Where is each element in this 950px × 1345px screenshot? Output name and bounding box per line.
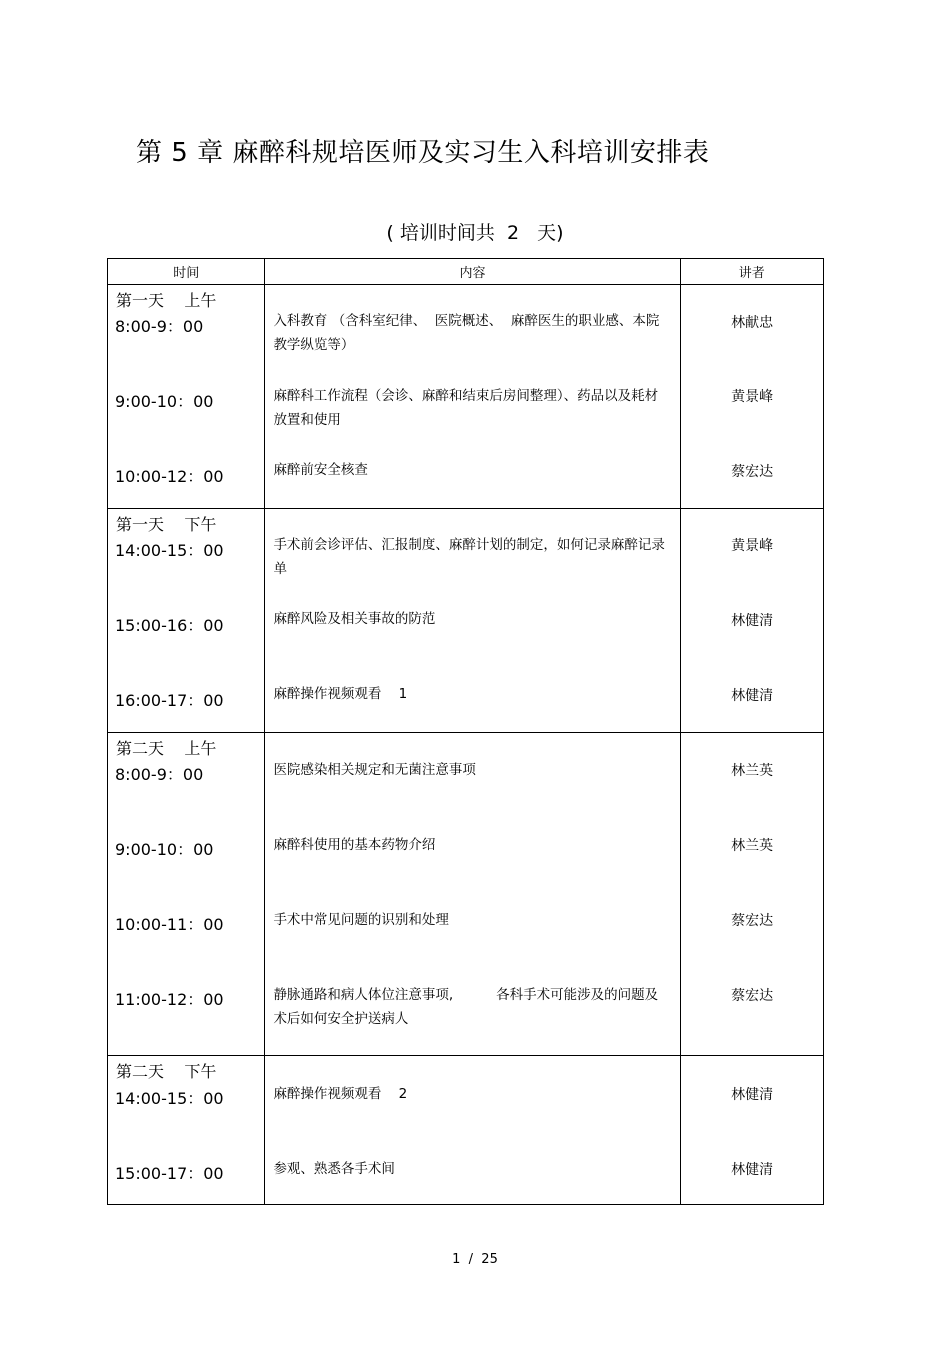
time-slot: 14:00-15：00 <box>115 1089 224 1108</box>
time-slot: 10:00-11：00 <box>115 915 224 934</box>
speaker-name: 林健清 <box>731 1162 774 1178</box>
speaker-name: 蔡宏达 <box>731 913 774 929</box>
speaker-name: 林健清 <box>731 688 774 704</box>
time-cell <box>108 285 265 509</box>
table-header-row <box>108 259 824 285</box>
session-content: 麻醉科使用的基本药物介绍 <box>273 837 436 853</box>
time-cell <box>108 733 265 1056</box>
schedule-block-day1-morning <box>108 285 824 509</box>
period-label: 第一天 下午 <box>116 515 217 534</box>
speaker-name: 林献忠 <box>731 315 774 331</box>
speaker-cell <box>680 1056 823 1205</box>
content-cell <box>265 509 680 733</box>
period-label: 第一天 上午 <box>116 291 217 310</box>
session-content: 手术前会诊评估、汇报制度、麻醉计划的制定，如何记录麻醉记录单 <box>273 537 665 577</box>
session-content: 麻醉风险及相关事故的防范 <box>273 611 436 627</box>
session-content: 入科教育 （含科室纪律、 医院概述、 麻醉医生的职业感、本院教学纵览等） <box>273 313 660 353</box>
header-content: 内容 <box>265 259 680 285</box>
time-slot: 9:00-10：00 <box>115 392 214 411</box>
time-slot: 11:00-12：00 <box>115 990 224 1009</box>
speaker-name: 蔡宏达 <box>731 988 774 1004</box>
schedule-block-day2-afternoon <box>108 1056 824 1205</box>
speaker-name: 林健清 <box>731 613 774 629</box>
session-content: 手术中常见问题的识别和处理 <box>273 912 449 928</box>
content-cell <box>265 733 680 1056</box>
schedule-block-day2-morning <box>108 733 824 1056</box>
speaker-name: 林健清 <box>731 1087 774 1103</box>
time-slot: 10:00-12：00 <box>115 467 224 486</box>
time-slot: 16:00-17：00 <box>115 691 224 710</box>
time-slot: 15:00-17：00 <box>115 1164 224 1183</box>
session-content: 医院感染相关规定和无菌注意事项 <box>273 762 476 778</box>
time-slot: 8:00-9：00 <box>115 317 204 336</box>
speaker-name: 林兰英 <box>731 838 774 854</box>
speaker-cell <box>680 733 823 1056</box>
session-content: 静脉通路和病人体位注意事项, 各科手术可能涉及的问题及术后如何安全护送病人 <box>273 987 659 1027</box>
session-content: 参观、熟悉各手术间 <box>273 1161 395 1177</box>
time-cell <box>108 509 265 733</box>
speaker-name: 林兰英 <box>731 763 774 779</box>
header-speaker: 讲者 <box>680 259 823 285</box>
period-label: 第二天 下午 <box>116 1062 217 1081</box>
session-content: 麻醉操作视频观看 1 <box>273 686 408 702</box>
content-cell <box>265 1056 680 1205</box>
speaker-name: 黄景峰 <box>731 389 774 405</box>
speaker-name: 蔡宏达 <box>731 464 774 480</box>
page-number: 1 / 25 <box>452 1252 498 1267</box>
period-label: 第二天 上午 <box>116 739 217 758</box>
header-time: 时间 <box>108 259 265 285</box>
session-content: 麻醉科工作流程（会诊、麻醉和结束后房间整理）、药品以及耗材放置和使用 <box>273 388 659 428</box>
document-title: 第 5 章 麻醉科规培医师及实习生入科培训安排表 <box>136 138 710 168</box>
time-slot: 15:00-16：00 <box>115 616 224 635</box>
schedule-block-day1-afternoon <box>108 509 824 733</box>
content-cell <box>265 285 680 509</box>
time-slot: 9:00-10：00 <box>115 840 214 859</box>
speaker-name: 黄景峰 <box>731 538 774 554</box>
session-content: 麻醉前安全核查 <box>273 462 368 478</box>
speaker-cell <box>680 285 823 509</box>
training-duration-subtitle: ( 培训时间共 2 天) <box>386 222 564 244</box>
training-schedule-table <box>107 258 824 1205</box>
time-cell <box>108 1056 265 1205</box>
speaker-cell <box>680 509 823 733</box>
session-content: 麻醉操作视频观看 2 <box>273 1086 408 1102</box>
time-slot: 8:00-9：00 <box>115 765 204 784</box>
time-slot: 14:00-15：00 <box>115 541 224 560</box>
